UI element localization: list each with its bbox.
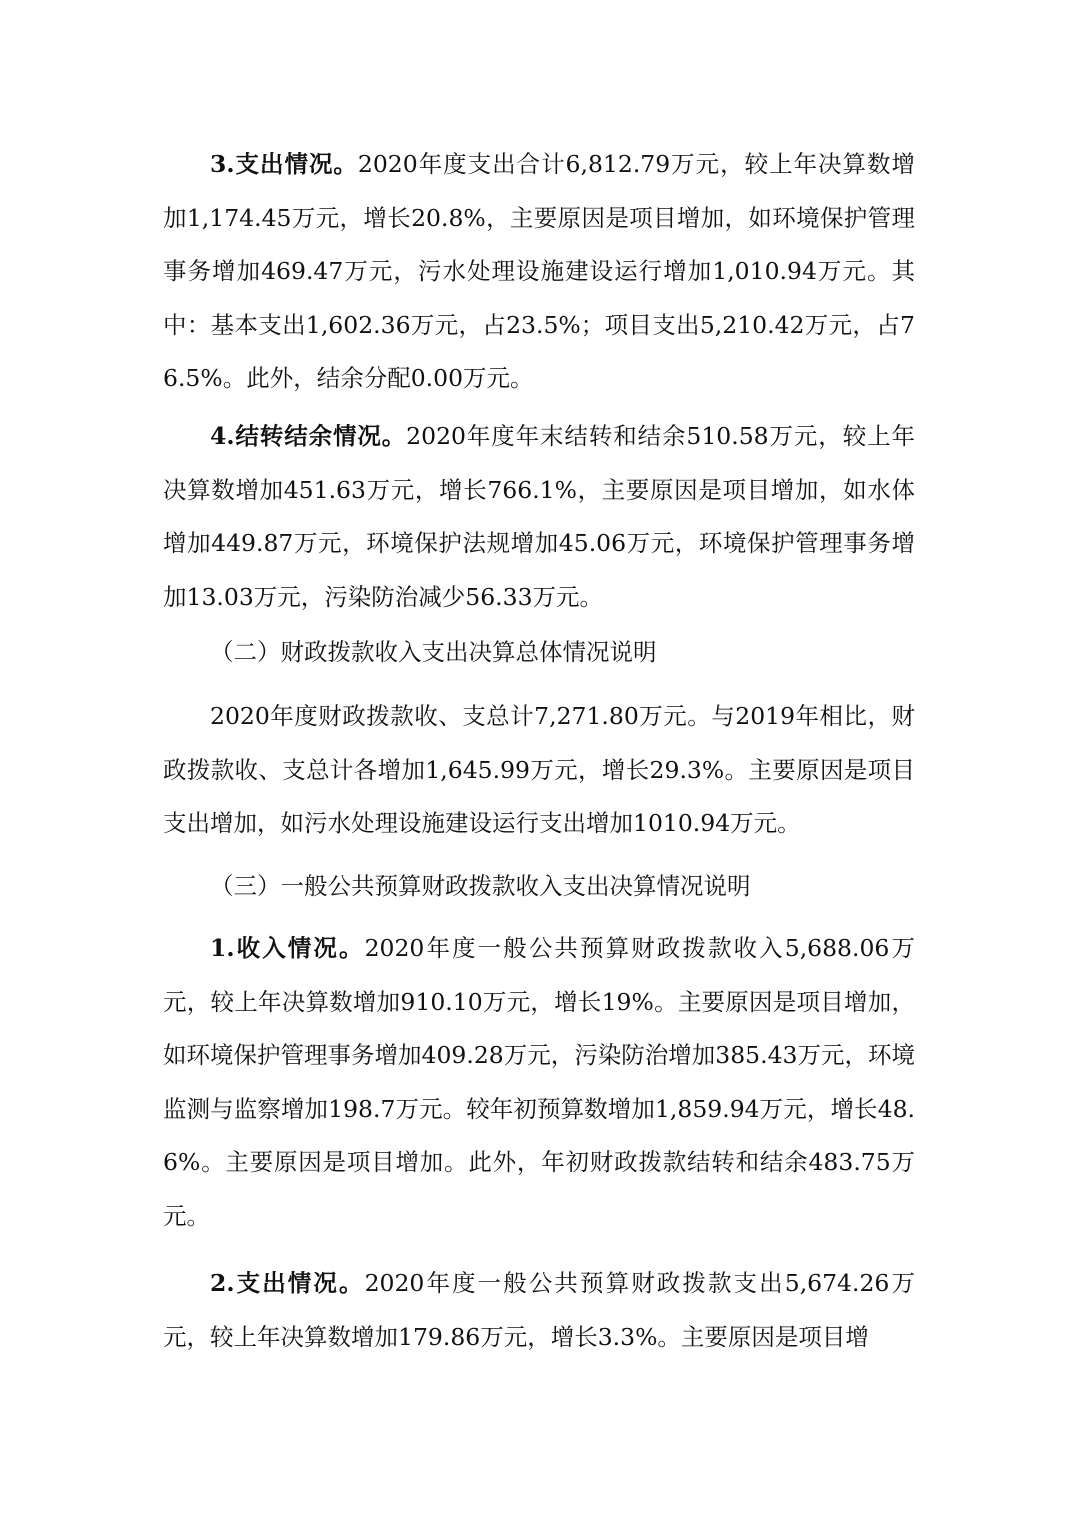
paragraph-lead: 4.结转结余情况。: [210, 422, 407, 450]
paragraph-body: 2020年度财政拨款收、支总计7,271.80万元。与2019年相比，财政拨款收、支总计各增加1,645.99万元，增长29.3%。主要原因是项目支出增加，如污水处理设施建设运行支出增加1010.94万元。: [163, 702, 915, 837]
paragraph-lead: 1.收入情况。: [210, 934, 365, 962]
paragraph-lead: 2.支出情况。: [210, 1269, 365, 1297]
paragraph-general-income: [163, 922, 915, 1243]
paragraph-body: 2020年度一般公共预算财政拨款收入5,688.06万元，较上年决算数增加910.10万元，增长19%。主要原因是项目增加，如环境保护管理事务增加409.28万元，污染防治增加385.43万元，环境监测与监察增加198.7万元。较年初预算数增加1,859.94万元，增长48.6%。主要原因是项目增加。此外，年初财政拨款结转和结余483.75万元。: [163, 934, 915, 1230]
section-heading-general-budget: （三）一般公共预算财政拨款收入支出决算情况说明: [210, 872, 751, 900]
paragraph-carryover: [163, 410, 915, 624]
paragraph-body: 2020年度支出合计6,812.79万元，较上年决算数增加1,174.45万元，增长20.8%，主要原因是项目增加，如环境保护管理事务增加469.47万元，污水处理设施建设运行增加1,010.94万元。其中：基本支出1,602.36万元，占23.5%；项目支出5,210.42万元，占76.5%。此外，结余分配0.00万元。: [163, 150, 915, 392]
paragraph-fiscal-total: [163, 690, 915, 851]
paragraph-lead: 3.支出情况。: [210, 150, 358, 178]
paragraph-body: 2020年度一般公共预算财政拨款支出5,674.26万元，较上年决算数增加179.86万元，增长3.3%。主要原因是项目增: [163, 1269, 915, 1351]
paragraph-general-expenditure: [163, 1257, 915, 1364]
paragraph-body: 2020年度年末结转和结余510.58万元，较上年决算数增加451.63万元，增长766.1%，主要原因是项目增加，如水体增加449.87万元，环境保护法规增加45.06万元，环境保护管理事务增加13.03万元，污染防治减少56.33万元。: [163, 422, 915, 611]
paragraph-expenditure: [163, 138, 915, 406]
section-heading-fiscal-overview: （二）财政拨款收入支出决算总体情况说明: [210, 638, 657, 666]
